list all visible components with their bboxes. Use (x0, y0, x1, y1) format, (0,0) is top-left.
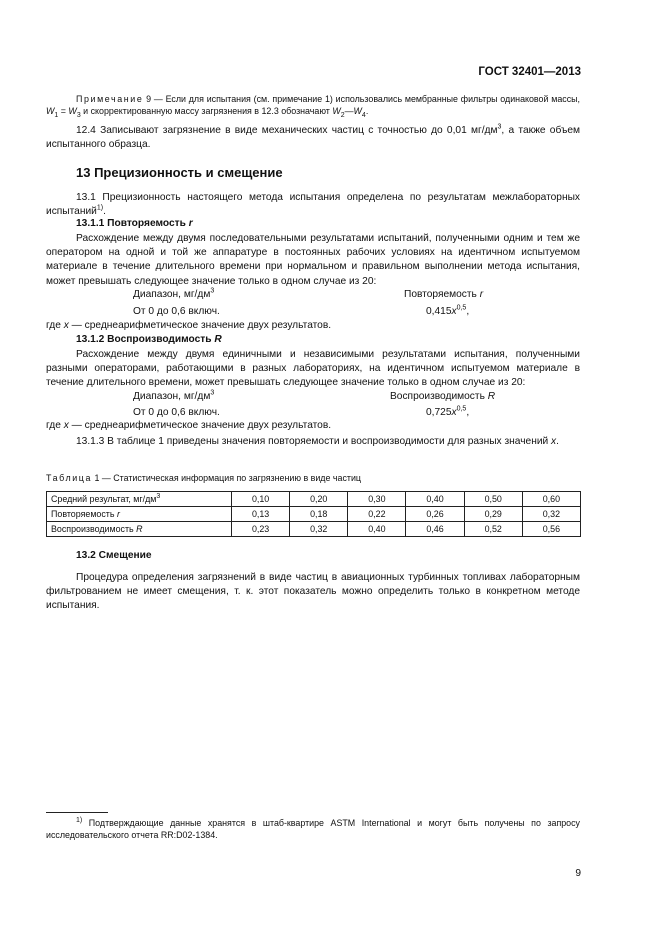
table-cell: 0,40 (406, 492, 464, 507)
footnote: $^{1)}$ Подтверждающие данные хранятся в штаб-квартире ASTM International и могут быть получены по запросу исследовательского отчета RR:D02-1384. (46, 817, 580, 841)
paragraph-13-1-3: 13.1.3 В таблице 1 приведены значения повторяемости и воспроизводимости для разных значений x. (76, 436, 559, 447)
page-number: 9 (575, 868, 581, 879)
table-row-label: Воспроизводимость R (47, 522, 232, 537)
subsection-13-2-heading: 13.2 Смещение (76, 550, 152, 561)
document-code: ГОСТ 32401—2013 (478, 66, 581, 78)
table-1-caption: Таблица 1 — Статистическая информация по загрязнению в виде частиц (46, 473, 361, 483)
table-cell: 0,26 (406, 507, 464, 522)
table-cell: 0,32 (522, 507, 580, 522)
table-cell: 0,46 (406, 522, 464, 537)
table-cell: 0,23 (232, 522, 290, 537)
reproducibility-formula: $0,725x^{0,5}$, (426, 405, 470, 418)
reproducibility-text: Расхождение между двумя единичными и независимыми результатами испытания, полученными разными операторами, работающими в разных лабораториях, на идентичном испытуемом материале в течение длительного времени, может превышать следующее значение только в одном случае из 20: (46, 349, 580, 389)
subsection-13-1-1-heading: 13.1.1 Повторяемость r (76, 218, 193, 229)
table-cell: 0,20 (290, 492, 348, 507)
reproducibility-where: где x — среднеарифметическое значение двух результатов. (46, 420, 332, 431)
bias-text: Процедура определения загрязнений в виде частиц в авиационных турбинных топливах лабораторным фильтрованием не имеет смещения, т. к. этот показатель можно определить только в конкретном методе испытания. (46, 572, 580, 612)
table-cell: 0,22 (348, 507, 406, 522)
note-label: Примечание (76, 94, 144, 104)
paragraph-12-4: 12.4 Записывают загрязнение в виде механических частиц с точностью до 0,01 $мг/дм^3$, а также объем испытанного образца. (46, 123, 581, 151)
table-cell: 0,13 (232, 507, 290, 522)
footnote-separator (46, 812, 108, 813)
table-cell: 0,32 (290, 522, 348, 537)
table-cell: 0,56 (522, 522, 580, 537)
repeatability-value-heading: Повторяемость r (404, 289, 484, 300)
table-row-label: Повторяемость r (47, 507, 232, 522)
section-13-heading: 13 Прецизионность и смещение (76, 165, 283, 180)
table-cell: 0,30 (348, 492, 406, 507)
table-cell: 0,52 (464, 522, 522, 537)
repeatability-text: Расхождение между двумя последовательными результатами испытаний, полученными одним и тем же оператором на одной и той же аппаратуре в постоянных рабочих условиях на идентичном испытуемом материале в течение длительного времени при нормальном и правильном выполнении метода испытания, может превышать следующее значение только в одном случае из 20: (46, 233, 580, 287)
repeatability-range: От 0 до 0,6 включ. (133, 306, 220, 317)
table-cell: 0,18 (290, 507, 348, 522)
table-cell: 0,10 (232, 492, 290, 507)
repeatability-range-heading: Диапазон, $мг/дм^3$ (133, 287, 215, 300)
table-row (47, 492, 581, 507)
reproducibility-range: От 0 до 0,6 включ. (133, 407, 220, 418)
table-cell: 0,29 (464, 507, 522, 522)
table-row (47, 522, 581, 537)
table-cell: 0,50 (464, 492, 522, 507)
table-1 (46, 491, 581, 537)
reproducibility-range-heading: Диапазон, $мг/дм^3$ (133, 389, 215, 402)
note-9: Примечание 9 — Если для испытания (см. примечание 1) использовались мембранные фильтры одинаковой массы, $W_1 = W_3$ и скорректированную массу загрязнения в 12.3 обозначают $W_2—W_4$. (46, 94, 580, 120)
table-cell: 0,60 (522, 492, 580, 507)
table-row-label: Средний результат, $мг/дм^3$ (47, 492, 232, 507)
subsection-13-1-2-heading: 13.1.2 Воспроизводимость R (76, 334, 222, 345)
repeatability-formula: $0,415x^{0,5}$, (426, 304, 470, 317)
table-row (47, 507, 581, 522)
table-cell: 0,40 (348, 522, 406, 537)
repeatability-where: где x — среднеарифметическое значение двух результатов. (46, 320, 332, 331)
reproducibility-value-heading: Воспроизводимость R (390, 391, 496, 402)
paragraph-13-1: 13.1 Прецизионность настоящего метода испытания определена по результатам межлабораторных испытаний$^{1)}$. (46, 192, 580, 218)
